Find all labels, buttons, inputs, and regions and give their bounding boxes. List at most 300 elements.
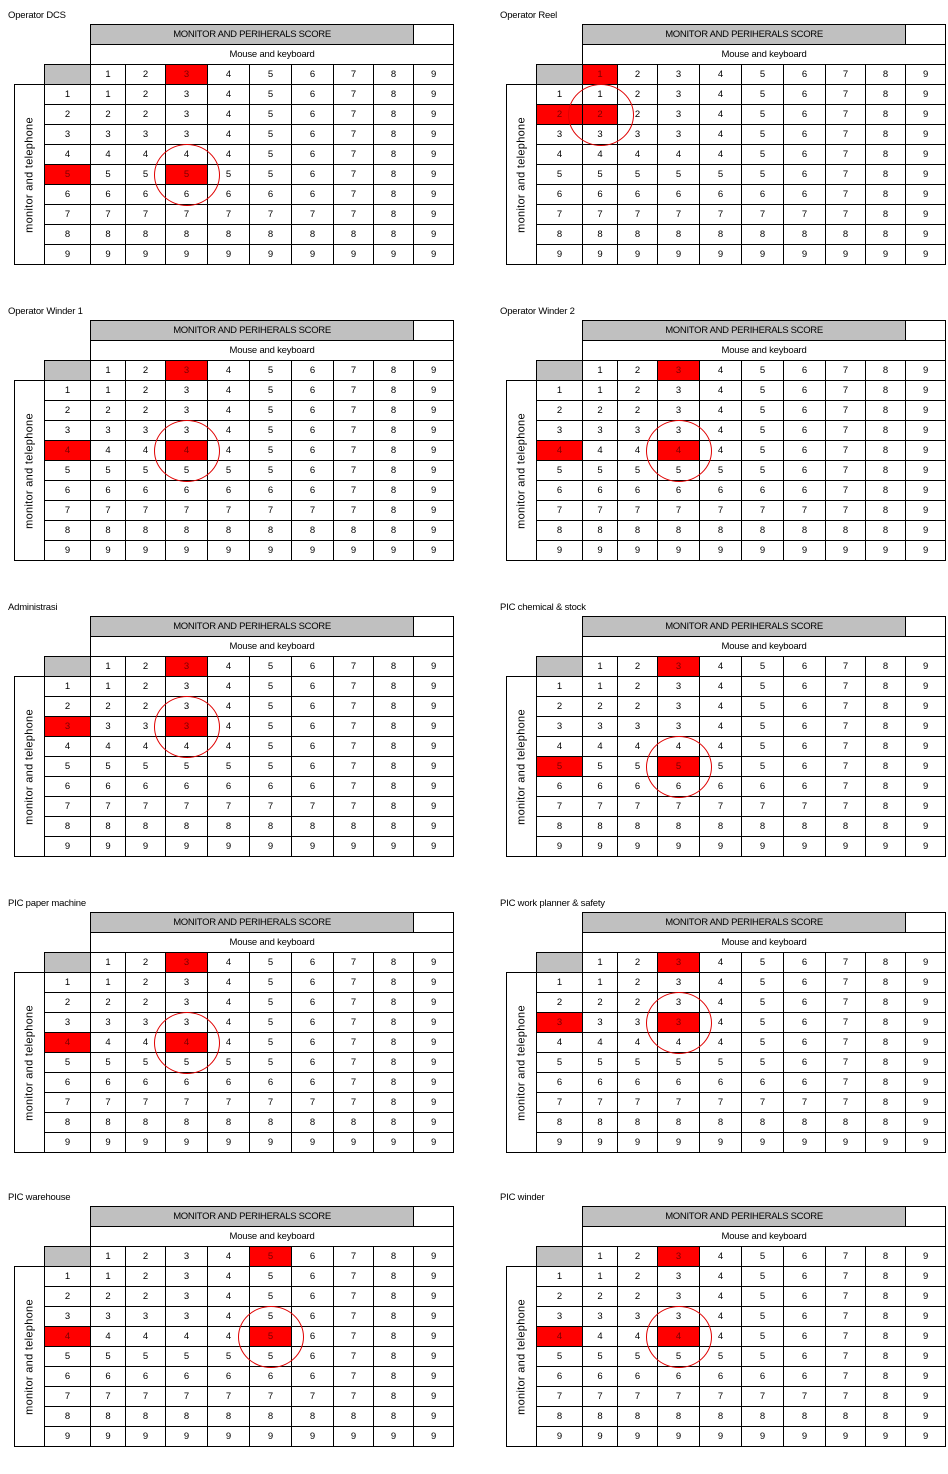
score-cell: 8 [374,1347,414,1367]
score-cell: 8 [292,1407,334,1427]
score-cell: 7 [334,1387,374,1407]
score-cell: 9 [414,1013,454,1033]
row-score-header: 8 [537,225,583,245]
score-cell: 7 [126,797,166,817]
blank-cell [906,617,946,637]
score-cell: 9 [414,757,454,777]
score-cell: 9 [618,245,658,265]
score-cell: 5 [208,165,250,185]
score-cell: 8 [866,165,906,185]
score-cell: 6 [292,381,334,401]
score-cell: 2 [618,381,658,401]
score-cell: 8 [826,1407,866,1427]
score-cell: 3 [658,125,700,145]
score-cell: 6 [292,421,334,441]
score-cell: 5 [250,1347,292,1367]
column-score-header: 1 [583,657,618,677]
score-cell: 7 [658,205,700,225]
row-score-header: 3 [45,125,91,145]
column-score-header: 8 [866,1247,906,1267]
score-cell: 6 [618,777,658,797]
score-cell: 7 [334,1093,374,1113]
score-cell: 9 [126,245,166,265]
score-cell: 9 [414,1267,454,1287]
score-cell: 8 [866,1013,906,1033]
score-cell: 6 [292,1307,334,1327]
score-cell: 3 [658,717,700,737]
score-cell: 8 [126,225,166,245]
column-score-header: 9 [414,361,454,381]
score-cell: 8 [742,1113,784,1133]
score-cell: 8 [583,1113,618,1133]
score-cell: 9 [250,541,292,561]
score-cell: 5 [208,1347,250,1367]
score-cell: 3 [126,1307,166,1327]
row-score-header: 3 [537,717,583,737]
score-cell: 8 [374,225,414,245]
score-cell: 5 [742,105,784,125]
blank-cell [507,1207,583,1227]
score-cell: 5 [742,1327,784,1347]
score-cell: 6 [784,1267,826,1287]
score-cell: 9 [414,1033,454,1053]
score-cell: 8 [866,1387,906,1407]
score-cell: 8 [91,817,126,837]
score-cell: 9 [906,1113,946,1133]
score-cell: 6 [91,185,126,205]
blank-cell [15,1227,91,1247]
score-cell: 9 [250,837,292,857]
row-axis-label [15,1267,45,1447]
score-cell: 6 [784,1307,826,1327]
score-cell: 4 [583,1327,618,1347]
column-score-header: 9 [414,953,454,973]
column-score-header: 3 [658,1247,700,1267]
row-score-header: 4 [537,737,583,757]
score-cell: 9 [292,1427,334,1447]
row-axis-label-text: monitor and telephone [515,412,527,529]
column-score-header: 5 [250,657,292,677]
row-score-header: 1 [45,1267,91,1287]
score-cell: 4 [700,993,742,1013]
score-cell: 6 [250,1073,292,1093]
score-cell: 5 [91,1347,126,1367]
column-score-header: 4 [208,657,250,677]
column-score-header: 6 [784,65,826,85]
score-cell: 7 [700,501,742,521]
score-cell: 8 [658,225,700,245]
score-cell: 7 [166,1387,208,1407]
score-cell: 9 [414,185,454,205]
score-cell: 9 [250,1133,292,1153]
score-cell: 9 [414,737,454,757]
score-cell: 9 [414,205,454,225]
row-score-header: 9 [45,541,91,561]
score-cell: 9 [91,1133,126,1153]
row-score-header: 9 [45,245,91,265]
score-cell: 9 [292,541,334,561]
score-cell: 6 [166,777,208,797]
score-cell: 6 [784,125,826,145]
score-cell: 7 [91,797,126,817]
blank-cell [15,617,91,637]
score-cell: 5 [583,1347,618,1367]
score-cell: 3 [583,1013,618,1033]
score-cell: 8 [700,1407,742,1427]
score-cell: 9 [906,481,946,501]
score-cell: 6 [784,1347,826,1367]
score-cell: 6 [784,717,826,737]
row-score-header: 7 [45,1093,91,1113]
score-cell: 9 [906,105,946,125]
score-cell: 6 [784,185,826,205]
score-cell: 4 [700,105,742,125]
score-cell: 8 [374,1287,414,1307]
score-cell: 6 [208,777,250,797]
score-cell: 3 [618,717,658,737]
score-cell: 6 [208,1073,250,1093]
score-cell: 9 [906,501,946,521]
score-cell: 4 [91,145,126,165]
blank-cell [15,361,45,381]
score-cell: 6 [583,481,618,501]
score-grid [506,24,946,265]
column-score-header: 5 [742,657,784,677]
score-header: MONITOR AND PERIHERALS SCORE [91,321,414,341]
score-cell: 3 [91,1013,126,1033]
score-cell: 1 [583,1267,618,1287]
score-cell: 6 [126,481,166,501]
score-cell: 8 [374,1327,414,1347]
score-cell: 2 [618,1287,658,1307]
row-axis-label-text: monitor and telephone [23,708,35,825]
score-cell: 6 [91,777,126,797]
score-cell: 4 [700,145,742,165]
score-cell: 6 [742,1367,784,1387]
score-cell: 5 [742,85,784,105]
score-cell: 8 [784,817,826,837]
score-cell: 3 [658,401,700,421]
score-cell: 6 [700,777,742,797]
score-cell: 3 [658,993,700,1013]
column-score-header: 4 [700,657,742,677]
row-score-header: 5 [45,461,91,481]
score-cell: 8 [374,1033,414,1053]
score-cell: 4 [700,1327,742,1347]
score-cell: 6 [618,185,658,205]
score-cell: 5 [583,461,618,481]
score-cell: 6 [292,1033,334,1053]
score-grid [14,1206,454,1447]
score-cell: 4 [658,1327,700,1347]
row-score-header: 9 [537,245,583,265]
score-cell: 8 [250,1113,292,1133]
score-cell: 8 [250,1407,292,1427]
score-cell: 7 [826,1053,866,1073]
column-score-header: 7 [826,953,866,973]
score-cell: 8 [292,1113,334,1133]
score-cell: 7 [250,501,292,521]
score-panel [500,898,948,1180]
score-cell: 4 [583,737,618,757]
score-cell: 6 [250,777,292,797]
score-cell: 3 [166,1307,208,1327]
score-cell: 6 [784,105,826,125]
score-cell: 4 [91,1327,126,1347]
score-cell: 5 [91,757,126,777]
score-cell: 6 [208,1367,250,1387]
column-score-header: 4 [700,65,742,85]
score-cell: 8 [374,737,414,757]
blank-cell [507,45,583,65]
score-cell: 5 [742,993,784,1013]
score-cell: 9 [91,837,126,857]
row-score-header: 1 [537,677,583,697]
row-axis-label [15,381,45,561]
score-cell: 9 [906,1347,946,1367]
score-cell: 6 [292,993,334,1013]
score-cell: 5 [166,461,208,481]
score-cell: 7 [166,1093,208,1113]
score-cell: 8 [866,421,906,441]
score-cell: 7 [334,757,374,777]
score-cell: 6 [250,1367,292,1387]
score-cell: 7 [126,501,166,521]
score-cell: 4 [166,1033,208,1053]
score-cell: 5 [658,757,700,777]
score-cell: 8 [618,1407,658,1427]
score-cell: 9 [866,541,906,561]
score-cell: 9 [414,1367,454,1387]
score-cell: 8 [374,797,414,817]
score-cell: 7 [826,1287,866,1307]
score-header: MONITOR AND PERIHERALS SCORE [91,617,414,637]
score-cell: 8 [826,225,866,245]
row-score-header: 3 [45,421,91,441]
column-score-header: 5 [742,361,784,381]
score-cell: 8 [91,1407,126,1427]
score-header: MONITOR AND PERIHERALS SCORE [583,913,906,933]
corner-cell [45,1247,91,1267]
score-cell: 7 [826,461,866,481]
score-cell: 8 [866,185,906,205]
score-cell: 8 [618,225,658,245]
row-score-header: 8 [537,1113,583,1133]
score-cell: 7 [583,501,618,521]
score-cell: 4 [208,717,250,737]
score-cell: 6 [700,1073,742,1093]
score-cell: 7 [826,421,866,441]
score-header: MONITOR AND PERIHERALS SCORE [583,617,906,637]
score-cell: 6 [292,401,334,421]
score-cell: 9 [334,541,374,561]
score-cell: 4 [700,401,742,421]
score-cell: 5 [658,461,700,481]
corner-cell [45,953,91,973]
score-cell: 9 [166,541,208,561]
row-score-header: 3 [45,717,91,737]
score-cell: 7 [784,501,826,521]
column-score-header: 1 [91,657,126,677]
row-axis-label [507,677,537,857]
score-cell: 9 [906,541,946,561]
score-cell: 8 [374,521,414,541]
score-cell: 8 [866,777,906,797]
score-cell: 8 [166,1407,208,1427]
row-score-header: 4 [537,1033,583,1053]
score-cell: 6 [292,441,334,461]
column-score-header: 2 [618,657,658,677]
row-score-header: 8 [45,817,91,837]
score-cell: 9 [784,245,826,265]
score-cell: 9 [374,245,414,265]
score-cell: 7 [91,1093,126,1113]
score-cell: 7 [334,1367,374,1387]
score-cell: 7 [826,205,866,225]
score-cell: 9 [906,225,946,245]
mouse-keyboard-header: Mouse and keyboard [91,933,454,953]
column-score-header: 6 [784,953,826,973]
row-score-header: 1 [537,85,583,105]
score-cell: 4 [583,1033,618,1053]
row-score-header: 4 [45,1327,91,1347]
score-cell: 4 [208,1267,250,1287]
score-cell: 7 [700,1093,742,1113]
score-cell: 7 [583,797,618,817]
score-cell: 2 [583,105,618,125]
score-cell: 5 [250,461,292,481]
score-cell: 4 [658,737,700,757]
column-score-header: 2 [126,1247,166,1267]
score-cell: 4 [700,441,742,461]
blank-cell [507,1227,583,1247]
score-cell: 8 [374,381,414,401]
score-cell: 4 [618,1327,658,1347]
score-cell: 8 [374,717,414,737]
score-cell: 8 [618,1113,658,1133]
panel-title: Operator DCS [8,10,66,21]
row-score-header: 3 [537,1013,583,1033]
score-cell: 7 [826,1013,866,1033]
row-score-header: 9 [45,837,91,857]
score-cell: 6 [784,777,826,797]
score-cell: 4 [208,401,250,421]
column-score-header: 9 [414,657,454,677]
score-cell: 9 [906,677,946,697]
score-cell: 5 [618,461,658,481]
score-cell: 4 [208,1287,250,1307]
corner-cell [537,1247,583,1267]
score-cell: 3 [618,421,658,441]
score-cell: 9 [414,85,454,105]
blank-cell [507,65,537,85]
score-cell: 3 [166,1013,208,1033]
row-score-header: 9 [537,837,583,857]
score-cell: 8 [292,817,334,837]
score-cell: 6 [784,85,826,105]
score-cell: 6 [166,1073,208,1093]
score-cell: 9 [292,1133,334,1153]
panel-title: PIC winder [500,1192,545,1203]
score-cell: 6 [292,757,334,777]
score-cell: 8 [374,757,414,777]
score-cell: 9 [906,185,946,205]
score-cell: 9 [906,1287,946,1307]
score-cell: 7 [334,165,374,185]
score-cell: 9 [414,817,454,837]
score-cell: 6 [292,461,334,481]
score-cell: 4 [700,737,742,757]
column-score-header: 2 [618,361,658,381]
blank-cell [15,933,91,953]
score-cell: 7 [208,797,250,817]
score-cell: 9 [250,1427,292,1447]
score-cell: 8 [583,817,618,837]
score-cell: 9 [414,225,454,245]
row-score-header: 8 [537,1407,583,1427]
score-cell: 3 [658,1287,700,1307]
blank-cell [15,341,91,361]
score-cell: 5 [250,105,292,125]
score-cell: 8 [866,401,906,421]
score-cell: 8 [374,125,414,145]
column-score-header: 5 [250,361,292,381]
score-cell: 9 [414,481,454,501]
row-score-header: 9 [537,1427,583,1447]
mouse-keyboard-header: Mouse and keyboard [583,933,946,953]
score-cell: 4 [208,441,250,461]
panel-title: Operator Winder 1 [8,306,83,317]
score-cell: 4 [126,1327,166,1347]
score-cell: 6 [618,1367,658,1387]
mouse-keyboard-header: Mouse and keyboard [91,637,454,657]
score-cell: 8 [91,225,126,245]
score-cell: 9 [208,1427,250,1447]
score-cell: 8 [826,521,866,541]
score-cell: 7 [826,737,866,757]
score-cell: 9 [906,1367,946,1387]
score-cell: 9 [906,205,946,225]
column-score-header: 3 [658,361,700,381]
score-cell: 5 [583,757,618,777]
score-cell: 7 [826,125,866,145]
score-cell: 2 [91,697,126,717]
column-score-header: 7 [334,361,374,381]
score-cell: 5 [742,125,784,145]
score-cell: 8 [700,1113,742,1133]
score-cell: 7 [334,441,374,461]
score-cell: 6 [126,1073,166,1093]
score-cell: 6 [700,481,742,501]
score-cell: 1 [91,381,126,401]
column-score-header: 2 [126,361,166,381]
score-cell: 9 [906,1387,946,1407]
score-cell: 9 [91,541,126,561]
score-cell: 3 [583,125,618,145]
column-score-header: 4 [700,1247,742,1267]
score-cell: 9 [906,145,946,165]
blank-cell [15,953,45,973]
row-axis-label-text: monitor and telephone [515,1004,527,1121]
score-grid [506,320,946,561]
score-cell: 6 [292,165,334,185]
score-cell: 9 [618,837,658,857]
row-score-header: 3 [537,1307,583,1327]
blank-cell [15,321,91,341]
column-score-header: 6 [292,953,334,973]
column-score-header: 5 [742,953,784,973]
column-score-header: 7 [334,65,374,85]
